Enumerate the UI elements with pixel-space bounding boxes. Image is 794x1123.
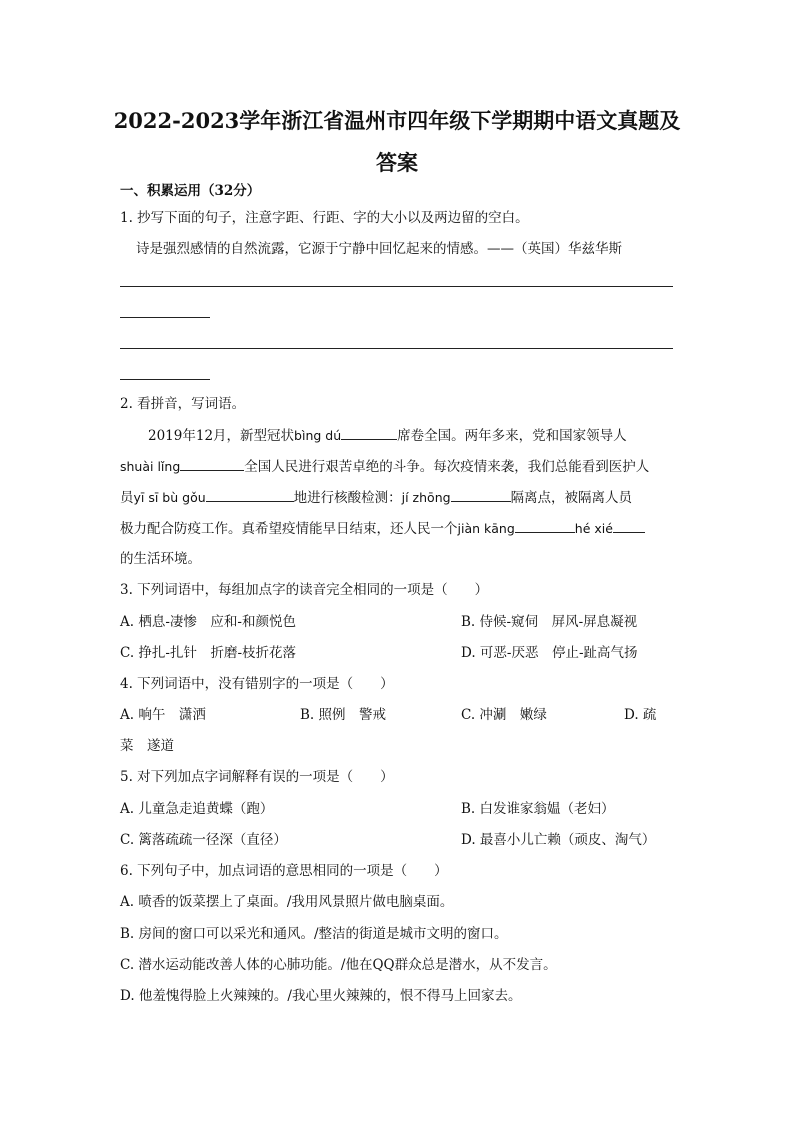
q2-pinyin: jí zhōng xyxy=(401,490,451,505)
q2-line-3 xyxy=(120,487,632,508)
q2-answer-blank[interactable] xyxy=(206,487,294,502)
q6-option-d[interactable]: D. 他羞愧得脸上火辣辣的。/我心里火辣辣的，恨不得马上回家去。 xyxy=(120,988,522,1004)
q2-answer-blank[interactable] xyxy=(451,487,511,502)
q2-answer-blank[interactable] xyxy=(341,425,397,440)
q2-prompt: 2. 看拼音，写词语。 xyxy=(120,396,246,412)
q6-option-b[interactable]: B. 房间的窗口可以采光和通风。/整洁的街道是城市文明的窗口。 xyxy=(120,926,508,942)
q2-pinyin: jiàn kāng xyxy=(457,521,515,536)
q1-writing-line-1[interactable] xyxy=(120,286,673,287)
q5-option-a[interactable]: A. 儿童急走追黄蝶（跑） xyxy=(120,801,274,817)
q4-option-c[interactable]: C. 冲涮 嫩绿 xyxy=(461,707,547,723)
q3-option-d[interactable]: D. 可恶-厌恶 停止-趾高气扬 xyxy=(461,645,638,661)
q2-text: 极力配合防疫工作。真希望疫情能早日结束，还人民一个 xyxy=(120,521,458,537)
q2-text: 全国人民进行艰苦卓绝的斗争。每次疫情来袭，我们总能看到医护人 xyxy=(244,459,650,475)
q2-answer-blank[interactable] xyxy=(613,518,645,533)
q4-option-d[interactable]: D. 疏 xyxy=(624,707,657,723)
q4-option-d-continued[interactable]: 菜 遂道 xyxy=(120,738,174,754)
q1-writing-line-2[interactable] xyxy=(120,317,210,318)
q6-prompt: 6. 下列句子中，加点词语的意思相同的一项是（ ） xyxy=(120,863,448,879)
q2-answer-blank[interactable] xyxy=(180,456,244,471)
q2-answer-blank[interactable] xyxy=(515,518,575,533)
q2-pinyin: shuài lǐng xyxy=(120,459,181,474)
q1-quote: 诗是强烈感情的自然流露，它源于宁静中回忆起来的情感。——（英国）华兹华斯 xyxy=(136,241,622,257)
q4-option-a[interactable]: A. 响午 潇洒 xyxy=(120,707,206,723)
q5-option-b[interactable]: B. 白发谁家翁媪（老妇） xyxy=(461,801,615,817)
section-heading: 一、积累运用（32分） xyxy=(120,183,261,199)
q3-option-c[interactable]: C. 挣扎-扎针 折磨-枝折花落 xyxy=(120,645,297,661)
q2-line-1 xyxy=(148,425,627,446)
q2-line-4 xyxy=(120,518,645,539)
q2-line-5: 的生活环境。 xyxy=(120,551,201,567)
title-line-2: 答案 xyxy=(376,150,418,175)
q4-option-b[interactable]: B. 照例 警戒 xyxy=(300,707,387,723)
page-title xyxy=(100,100,694,184)
q2-text: 员 xyxy=(120,490,134,506)
q2-text: 地进行核酸检测： xyxy=(293,490,402,506)
q3-option-b[interactable]: B. 侍候-窥伺 屏风-屏息凝视 xyxy=(461,614,638,630)
q3-option-a[interactable]: A. 栖息-凄惨 应和-和颜悦色 xyxy=(120,614,296,630)
q6-option-c[interactable]: C. 潜水运动能改善人体的心肺功能。/他在QQ群众总是潜水，从不发言。 xyxy=(120,957,557,973)
q3-prompt: 3. 下列词语中，每组加点字的读音完全相同的一项是（ ） xyxy=(120,582,489,598)
q5-option-d[interactable]: D. 最喜小儿亡赖（顽皮、淘气） xyxy=(461,832,656,848)
q2-text: 隔离点，被隔离人员 xyxy=(510,490,633,506)
q4-prompt: 4. 下列词语中，没有错别字的一项是（ ） xyxy=(120,676,394,692)
q5-prompt: 5. 对下列加点字词解释有误的一项是（ ） xyxy=(120,769,394,785)
q6-option-a[interactable]: A. 喷香的饭菜摆上了桌面。/我用风景照片做电脑桌面。 xyxy=(120,894,454,910)
q2-pinyin: bìng dú xyxy=(294,428,342,443)
q2-text: 席卷全国。两年多来，党和国家领导人 xyxy=(397,428,627,444)
q1-prompt: 1. 抄写下面的句子，注意字距、行距、字的大小以及两边留的空白。 xyxy=(120,210,529,226)
q2-line-2 xyxy=(120,456,649,477)
q1-writing-line-3[interactable] xyxy=(120,348,673,349)
q1-writing-line-4[interactable] xyxy=(120,379,210,380)
title-line-1: 2022-2023学年浙江省温州市四年级下学期期中语文真题及 xyxy=(113,108,681,133)
q2-pinyin: hé xié xyxy=(574,521,613,536)
q2-pinyin: yī sī bù gǒu xyxy=(133,490,206,505)
q5-option-c[interactable]: C. 篱落疏疏一径深（直径） xyxy=(120,832,287,848)
q2-text: 2019年12月，新型冠状 xyxy=(148,428,295,444)
